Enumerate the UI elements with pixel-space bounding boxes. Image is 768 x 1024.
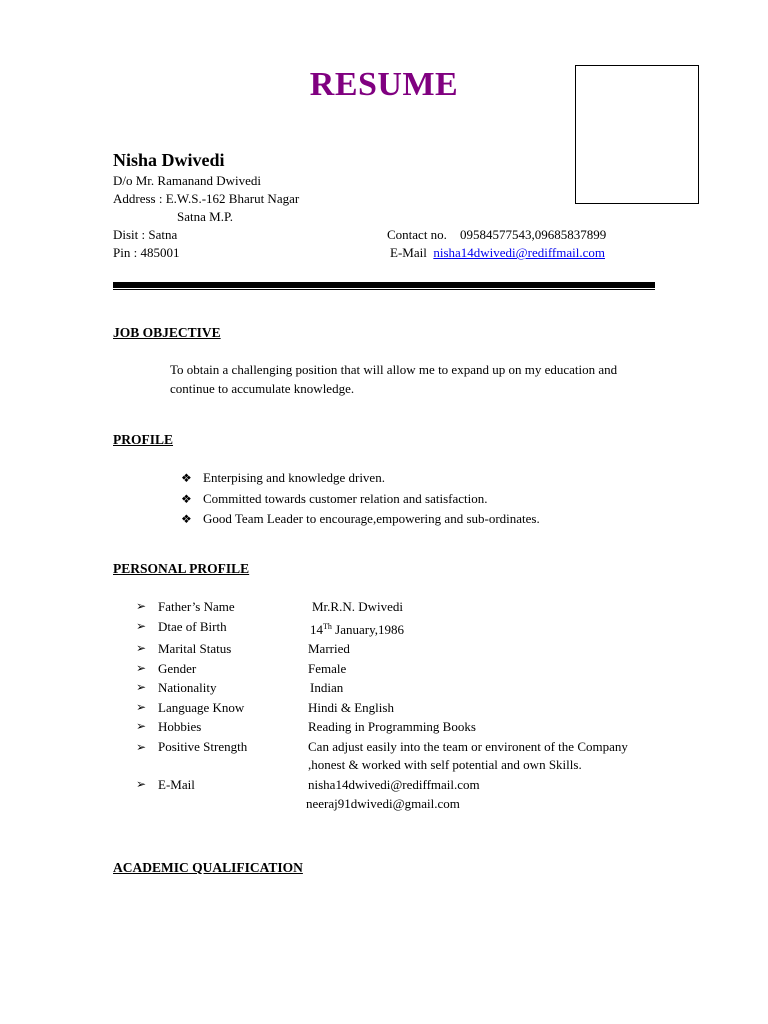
email-secondary: neeraj91dwivedi@gmail.com — [306, 796, 460, 811]
diamond-bullet-icon: ❖ — [181, 491, 192, 506]
arrow-bullet-icon: ➢ — [136, 660, 147, 675]
email-primary: nisha14dwivedi@rediffmail.com — [308, 776, 480, 792]
job-objective-heading: JOB OBJECTIVE — [113, 325, 221, 340]
contact-line — [387, 226, 606, 244]
contact-label: Contact no. — [387, 227, 447, 242]
divider-thick — [113, 282, 655, 288]
table-row: ➢ Gender Female — [136, 659, 676, 679]
table-row: ➢ Father’s Name Mr.R.N. Dwivedi — [136, 597, 676, 617]
list-item: ❖ Enterpising and knowledge driven. — [181, 468, 540, 489]
candidate-name: Nisha Dwivedi — [113, 150, 225, 170]
arrow-bullet-icon: ➢ — [136, 618, 147, 633]
personal-profile-table — [136, 597, 676, 814]
resume-title: RESUME — [309, 66, 459, 103]
arrow-bullet-icon: ➢ — [136, 599, 147, 613]
table-row: ➢ Positive Strength Can adjust easily into the team or environent of the Company ,honest & worked with self potential and own Skills. — [136, 738, 628, 772]
table-row: ➢ Language Know Hindi & English — [136, 698, 676, 718]
table-row: ➢ Hobbies Reading in Programming Books — [136, 717, 676, 737]
arrow-bullet-icon: ➢ — [136, 739, 147, 754]
personal-profile-heading: PERSONAL PROFILE — [113, 561, 250, 576]
table-row: ➢ E-Mail nisha14dwivedi@rediffmail.com neeraj91dwivedi@gmail.com — [136, 775, 676, 814]
relation-line: D/o Mr. Ramanand Dwivedi — [113, 173, 262, 188]
arrow-bullet-icon: ➢ — [136, 719, 147, 733]
table-row: ➢ Dtae of Birth 14Th January,1986 — [136, 617, 676, 640]
email-line — [390, 244, 605, 262]
email-link[interactable]: nisha14dwivedi@rediffmail.com — [433, 245, 605, 260]
profile-heading: PROFILE — [113, 432, 174, 447]
list-item: ❖ Good Team Leader to encourage,empowering and sub-ordinates. — [181, 509, 540, 530]
table-row: ➢ Nationality Indian — [136, 678, 676, 698]
table-row: ➢ Marital Status Married — [136, 639, 676, 659]
arrow-bullet-icon: ➢ — [136, 641, 147, 655]
diamond-bullet-icon: ❖ — [181, 471, 192, 485]
pin-line: Pin : 485001 — [113, 245, 180, 260]
list-item: ❖ Committed towards customer relation and satisfaction. — [181, 489, 540, 510]
profile-list — [181, 468, 540, 530]
contact-value: 09584577543,09685837899 — [459, 227, 607, 242]
address-line-1: Address : E.W.S.-162 Bharut Nagar — [113, 191, 300, 206]
diamond-bullet-icon: ❖ — [181, 512, 192, 527]
arrow-bullet-icon: ➢ — [136, 680, 147, 694]
arrow-bullet-icon: ➢ — [136, 776, 147, 791]
photo-placeholder — [575, 65, 699, 204]
address-line-2: Satna M.P. — [177, 209, 233, 224]
arrow-bullet-icon: ➢ — [136, 699, 147, 714]
divider-thin — [113, 289, 655, 290]
academic-heading: ACADEMIC QUALIFICATION — [113, 860, 303, 875]
job-objective-text: To obtain a challenging position that will allow me to expand up on my education and continue to accumulate knowledge. — [170, 362, 618, 396]
email-label: E-Mail — [390, 245, 427, 260]
district-line: Disit : Satna — [113, 227, 178, 242]
